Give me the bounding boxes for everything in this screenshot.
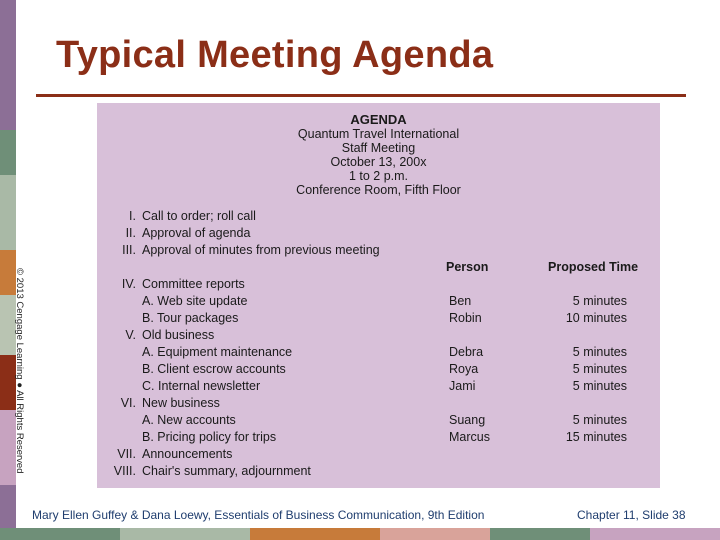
agenda-person: Marcus: [449, 430, 490, 444]
agenda-item-text: Approval of minutes from previous meeting: [142, 243, 380, 257]
agenda-subitem-text: B. Tour packages: [142, 311, 239, 325]
agenda-person: Robin: [449, 311, 482, 325]
agenda-item-number: VII.: [117, 447, 136, 461]
agenda-item-number: IV.: [121, 277, 136, 291]
agenda-subitem-text: A. New accounts: [142, 413, 236, 427]
agenda-item-number: VIII.: [113, 464, 136, 478]
agenda-item-number: III.: [122, 243, 136, 257]
agenda-item-number: V.: [125, 328, 136, 342]
agenda-time-allotted: 5 minutes: [572, 413, 627, 427]
agenda-item-text: New business: [142, 396, 220, 410]
agenda-person: Suang: [449, 413, 486, 427]
left-strip-segment: [0, 175, 16, 250]
agenda-person: Debra: [449, 345, 484, 359]
agenda-time-allotted: 5 minutes: [572, 345, 627, 359]
bottom-bar-segment: [380, 528, 490, 540]
page-title: Typical Meeting Agenda: [56, 34, 494, 76]
agenda-person: Jami: [449, 379, 476, 393]
agenda-heading: AGENDA: [350, 112, 407, 127]
bottom-bar-segment: [590, 528, 720, 540]
bottom-bar-segment: [0, 528, 120, 540]
column-header-time: Proposed Time: [548, 260, 639, 274]
title-divider: [36, 94, 686, 97]
column-header-person: Person: [446, 260, 489, 274]
agenda-item-number: II.: [125, 226, 136, 240]
agenda-time-allotted: 5 minutes: [572, 379, 627, 393]
agenda-subitem-text: A. Web site update: [142, 294, 248, 308]
agenda-time-allotted: 15 minutes: [565, 430, 627, 444]
agenda-time-allotted: 10 minutes: [565, 311, 627, 325]
agenda-item-text: Chair's summary, adjournment: [142, 464, 311, 478]
agenda-person: Ben: [449, 294, 472, 308]
agenda-date: October 13, 200x: [330, 155, 427, 169]
agenda-time-allotted: 5 minutes: [572, 294, 627, 308]
footer-slide-number: Chapter 11, Slide 38: [577, 508, 686, 522]
left-strip-segment: [0, 130, 16, 175]
agenda-item-text: Call to order; roll call: [142, 209, 256, 223]
agenda-subitem-text: B. Pricing policy for trips: [142, 430, 277, 444]
agenda-subitem-text: B. Client escrow accounts: [142, 362, 286, 376]
bottom-bar-segment: [490, 528, 590, 540]
agenda-person: Roya: [449, 362, 479, 376]
agenda-item-text: Approval of agenda: [142, 226, 251, 240]
agenda-location: Conference Room, Fifth Floor: [296, 183, 461, 197]
agenda-item-text: Old business: [142, 328, 215, 342]
agenda-time-allotted: 5 minutes: [572, 362, 627, 376]
agenda-item-number: VI.: [120, 396, 136, 410]
copyright-notice-wrap: [15, 268, 27, 493]
agenda-item-number: I.: [129, 209, 136, 223]
agenda-subitem-text: A. Equipment maintenance: [142, 345, 293, 359]
left-strip-segment: [0, 0, 16, 130]
agenda-item-text: Committee reports: [142, 277, 245, 291]
footer-citation: Mary Ellen Guffey & Dana Loewy, Essentials of Business Communication, 9th Edition: [32, 508, 485, 522]
agenda-time: 1 to 2 p.m.: [348, 169, 409, 183]
agenda-subitem-text: C. Internal newsletter: [142, 379, 261, 393]
copyright-notice: © 2013 Cengage Learning ● All Rights Reserved: [14, 268, 25, 474]
agenda-meeting-type: Staff Meeting: [341, 141, 416, 155]
agenda-item-text: Announcements: [142, 447, 233, 461]
bottom-bar-segment: [250, 528, 380, 540]
agenda-company: Quantum Travel International: [297, 127, 460, 141]
bottom-bar-segment: [120, 528, 250, 540]
